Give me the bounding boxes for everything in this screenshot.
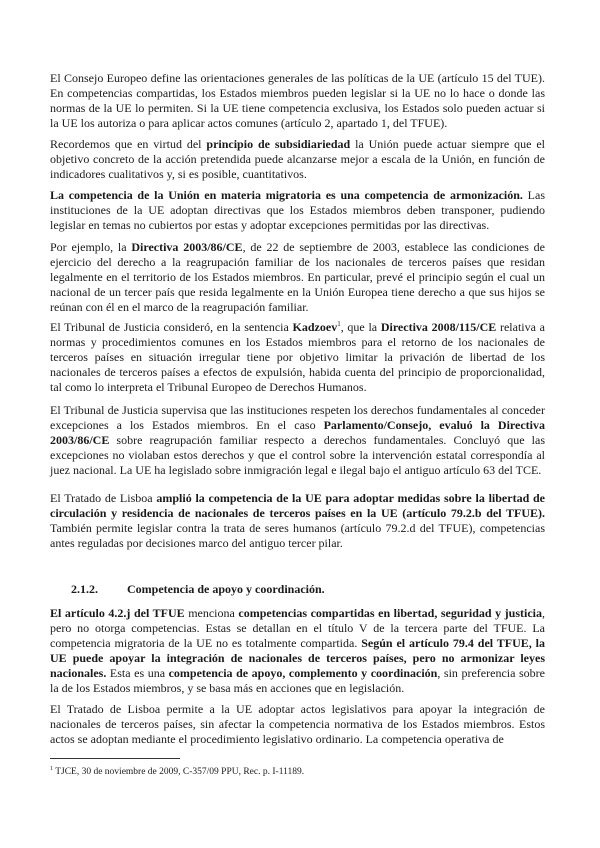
paragraph-consejo-europeo: El Consejo Europeo define las orientaciones generales de las políticas de la UE (artículo 15 del TUE). En competencias compartidas, los Estados miembros pueden legislar si la UE no lo hace o donde las normas de la UE lo permiten. Si la UE tiene competencia exclusiva, los Estados solo pueden actuar si la UE los autoriza o para aplicar actos comunes (artículo 2, apartado 1, del TFUE).: [50, 71, 545, 130]
footnote-separator: [50, 758, 180, 759]
footnote: $^1$ TJCE, 30 de noviembre de 2009, C-357/09 PPU, Rec. p. I-11189.: [50, 765, 305, 777]
paragraph-tratado-lisboa: El Tratado de Lisboa amplió la competencia de la UE para adoptar medidas sobre la libertad de circulación y residencia de nacionales de terceros países en la UE (artículo 79.2.b del TFUE). También permite legislar contra la trata de seres humanos (artículo 79.2.d del TFUE), competencias antes reguladas por decisiones marco del antiguo tercer pilar.: [50, 491, 545, 550]
section-heading: [71, 582, 325, 597]
paragraph-tribunal-supervisa: El Tribunal de Justicia supervisa que las instituciones respeten los derechos fundamentales al conceder excepciones a los Estados miembros. En el caso Parlamento/Consejo, evaluó la Directiva 2003/86/CE sobre reagrupación familiar respecto a derechos fundamentales. Concluyó que las excepciones no violaban estos derechos y que el control sobre la intervención estatal correspondía al juez nacional. La UE ha legislado sobre inmigración legal e ilegal bajo el antiguo artículo 63 del TCE.: [50, 403, 545, 477]
paragraph-articulo-4-2-j: El artículo 4.2.j del TFUE menciona competencias compartidas en libertad, seguridad y justicia, pero no otorga competencias. Estas se detallan en el título V de la tercera parte del TFUE. La competencia migratoria de la UE no es totalmente compartida. Según el artículo 79.4 del TFUE, la UE puede apoyar la integración de nacionales de terceros países, pero no armonizar leyes nacionales. Esta es una competencia de apoyo, complemento y coordinación, sin preferencia sobre la de los Estados miembros, y se basa más en acciones que en legislación.: [50, 606, 546, 695]
section-number: 2.1.2.: [71, 582, 98, 596]
paragraph-kadzoev: El Tribunal de Justicia consideró, en la sentencia Kadzoev$^1$, que la Directiva 2008/115/CE relativa a normas y procedimientos comunes en los Estados miembros para el retorno de los nacionales de terceros países en situación irregular tiene por objetivo limitar la privación de libertad de los nacionales de terceros países a efectos de expulsión, habida cuenta del principio de proporcionalidad, tal como lo interpreta el Tribunal Europeo de Derechos Humanos.: [50, 320, 545, 394]
paragraph-subsidiariedad: Recordemos que en virtud del principio de subsidiariedad la Unión puede actuar siempre que el objetivo concreto de la acción pretendida puede alcanzarse mejor a escala de la Unión, en función de indicadores cualitativos y, si es posible, cuantitativos.: [50, 137, 545, 181]
section-title: Competencia de apoyo y coordinación.: [127, 582, 325, 596]
footnote-ref[interactable]: 1: [337, 320, 341, 328]
paragraph-armonizacion: La competencia de la Unión en materia migratoria es una competencia de armonización. Las instituciones de la UE adoptan directivas que los Estados miembros deben transponer, pudiendo legislar en temas no cubiertos por estas y adoptar excepciones permitidas por las directivas.: [50, 188, 545, 232]
paragraph-integracion: El Tratado de Lisboa permite a la UE adoptar actos legislativos para apoyar la integración de nacionales de terceros países, sin afectar la competencia normativa de los Estados miembros. Estos actos se adoptan mediante el procedimiento legislativo ordinario. La competencia operativa de: [50, 702, 545, 746]
paragraph-directiva-2003: Por ejemplo, la Directiva 2003/86/CE, de 22 de septiembre de 2003, establece las condiciones de ejercicio del derecho a la reagrupación familiar de los nacionales de terceros países que residan legalmente en el territorio de los Estados miembros. En particular, prevé el principio según el cual un nacional de un tercer país que resida legalmente en la Unión Europea tiene derecho a que sus hijos se reúnan con él en el marco de la reagrupación familiar.: [50, 240, 545, 314]
